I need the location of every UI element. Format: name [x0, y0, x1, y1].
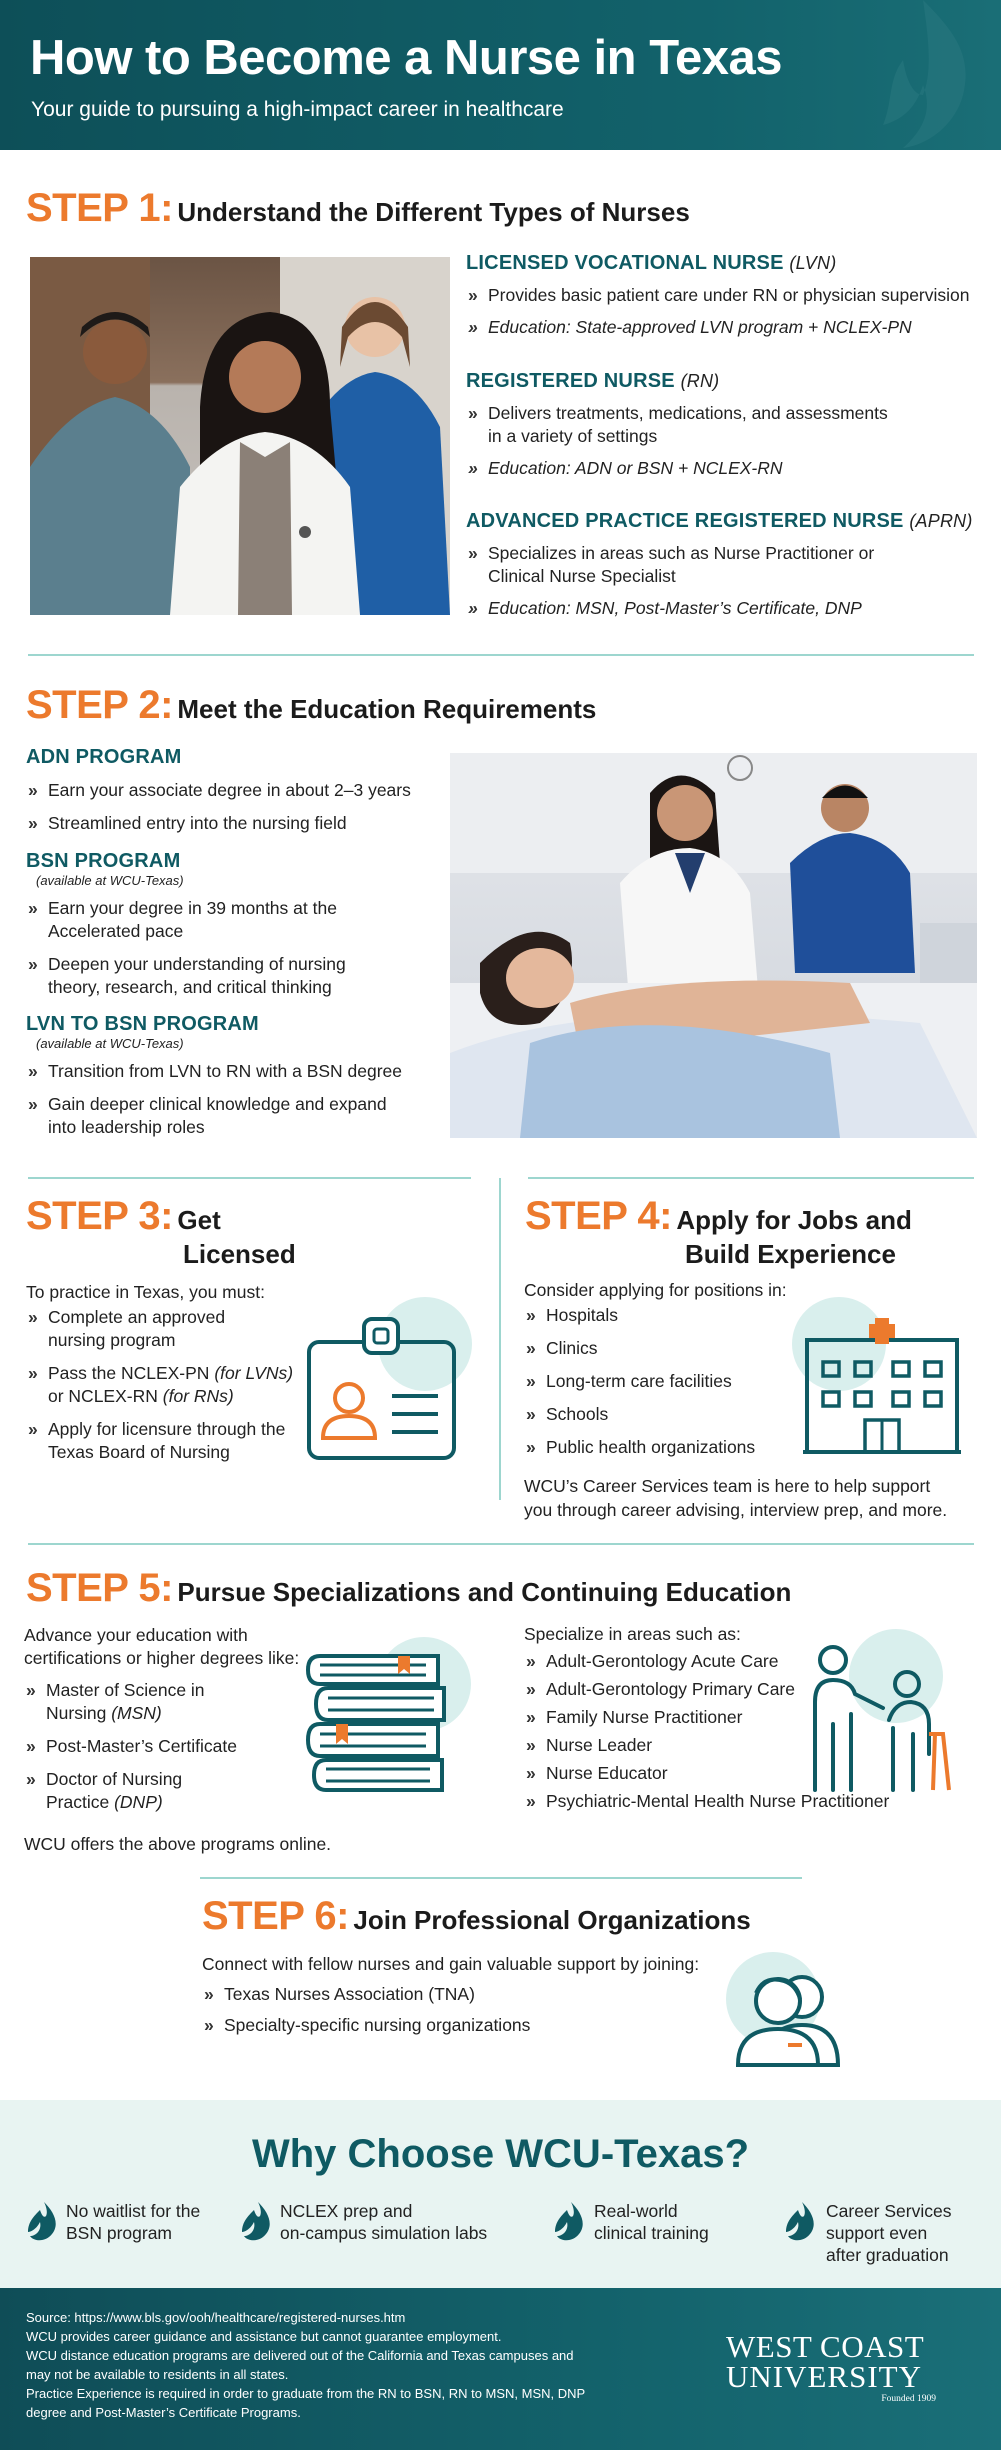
- spec-1: » Adult-Gerontology Acute Care: [524, 1650, 924, 1673]
- step6-body: [202, 1954, 762, 2037]
- hospital-building-icon: [803, 1318, 961, 1456]
- step1-heading: [26, 186, 690, 231]
- disclaimer-line-4: Practice Experience is required in order to graduate from the RN to BSN, RN to MSN, MSN, DNP: [26, 2386, 586, 2401]
- license-card-icon: [306, 1316, 462, 1462]
- step4-item-4: » Schools: [524, 1403, 994, 1426]
- step5-left: [24, 1624, 344, 1855]
- spec-2: » Adult-Gerontology Primary Care: [524, 1678, 924, 1701]
- logo-founded: Founded 1909: [881, 2394, 936, 2404]
- step6-heading: [202, 1894, 751, 1939]
- reason-3: Real-world clinical training: [594, 2201, 709, 2243]
- step4-title-1: Apply for Jobs and: [676, 1205, 912, 1235]
- step6-intro: Connect with fellow nurses and gain valuable support by joining:: [202, 1954, 700, 1974]
- lvn-duty: » Provides basic patient care under RN or physician supervision: [466, 284, 986, 307]
- step3-b1: » Complete an approved nursing program: [26, 1306, 326, 1352]
- divider-1: [28, 654, 974, 656]
- step4-item-5: » Public health organizations: [524, 1436, 994, 1459]
- step5-title: Pursue Specializations and Continuing Education: [177, 1577, 792, 1607]
- why-title: Why Choose WCU-Texas?: [251, 2132, 750, 2176]
- degree-dnp: » Doctor of Nursing Practice (DNP): [24, 1768, 344, 1814]
- reason-1: No waitlist for the BSN program: [66, 2201, 201, 2243]
- aprn-duty: » Specializes in areas such as Nurse Practitioner or Clinical Nurse Specialist: [466, 542, 996, 588]
- patient-care-photo: [450, 753, 977, 1138]
- step5-label: STEP 5:: [26, 1566, 173, 1610]
- header-banner: [0, 0, 1001, 150]
- reason-2: NCLEX prep and on-campus simulation labs: [280, 2201, 488, 2243]
- step6-label: STEP 6:: [202, 1894, 349, 1938]
- step4-label: STEP 4:: [525, 1194, 672, 1238]
- footer: [0, 2288, 1001, 2450]
- lvn-education: » Education: State-approved LVN program + NCLEX-PN: [466, 316, 986, 339]
- step4-intro: Consider applying for positions in:: [524, 1280, 787, 1300]
- lvnbsn-b1: » Transition from LVN to RN with a BSN degree: [26, 1060, 456, 1083]
- page-title: How to Become a Nurse in Texas: [30, 31, 782, 85]
- disclaimer-line-5: degree and Post-Master’s Certificate Programs.: [26, 2405, 301, 2420]
- step3-title-1: Get: [177, 1205, 221, 1235]
- org-2: » Specialty-specific nursing organizations: [202, 2014, 762, 2037]
- page-subtitle: Your guide to pursuing a high-impact career in healthcare: [31, 98, 564, 121]
- wcu-logo: [726, 2329, 976, 2404]
- spec-6: » Psychiatric-Mental Health Nurse Practitioner: [524, 1790, 924, 1813]
- spec-3: » Family Nurse Practitioner: [524, 1706, 924, 1729]
- org-1: » Texas Nurses Association (TNA): [202, 1983, 762, 2006]
- divider-2b: [528, 1177, 974, 1179]
- step1-title: Understand the Different Types of Nurses: [177, 197, 690, 227]
- flame-logo-icon: [863, 0, 983, 150]
- vertical-divider: [499, 1178, 501, 1500]
- lvn-name: LICENSED VOCATIONAL NURSE: [466, 252, 784, 274]
- aprn-name: ADVANCED PRACTICE REGISTERED NURSE: [466, 510, 904, 532]
- rn-abbr: (RN): [680, 371, 720, 391]
- adn-name: ADN PROGRAM: [26, 746, 182, 768]
- reason-4: Career Services support even after graduation: [826, 2201, 952, 2265]
- divider-4: [200, 1877, 802, 1879]
- rn-block: [466, 370, 986, 480]
- degree-msn: » Master of Science in Nursing (MSN): [24, 1679, 344, 1725]
- aprn-block: [466, 510, 996, 620]
- step3-label: STEP 3:: [26, 1194, 173, 1238]
- lvnbsn-b2: » Gain deeper clinical knowledge and expand into leadership roles: [26, 1093, 456, 1139]
- logo-line-2: UNIVERSITY: [726, 2359, 922, 2394]
- bsn-b1: » Earn your degree in 39 months at the Accelerated pace: [26, 897, 456, 943]
- step2-title: Meet the Education Requirements: [177, 694, 597, 724]
- lvn-abbr: (LVN): [789, 253, 837, 273]
- bsn-b2: » Deepen your understanding of nursing theory, research, and critical thinking: [26, 953, 456, 999]
- step3-heading: [26, 1194, 326, 1239]
- step1-label: STEP 1:: [26, 186, 173, 230]
- step3-b3: » Apply for licensure through the Texas Board of Nursing: [26, 1418, 326, 1464]
- bsn-note: (available at WCU-Texas): [36, 873, 184, 888]
- caregiver-icon: [803, 1644, 953, 1792]
- source-line: Source: https://www.bls.gov/ooh/healthcare/registered-nurses.htm: [26, 2310, 406, 2325]
- divider-3: [28, 1543, 974, 1545]
- step4-item-1: » Hospitals: [524, 1304, 994, 1327]
- divider-2a: [28, 1177, 471, 1179]
- step4-heading: [525, 1194, 995, 1239]
- adn-b2: » Streamlined entry into the nursing field: [26, 812, 456, 835]
- step3-intro: To practice in Texas, you must:: [26, 1282, 265, 1302]
- bsn-name: BSN PROGRAM: [26, 850, 181, 872]
- spec-4: » Nurse Leader: [524, 1734, 924, 1757]
- step5-heading: [26, 1566, 791, 1611]
- step2-heading: [26, 683, 596, 728]
- step2-label: STEP 2:: [26, 683, 173, 727]
- lvn-block: [466, 252, 986, 339]
- lvnbsn-note: (available at WCU-Texas): [36, 1036, 184, 1051]
- rn-name: REGISTERED NURSE: [466, 370, 675, 392]
- spec-5: » Nurse Educator: [524, 1762, 924, 1785]
- flame-bullet-icon-3: [553, 2202, 585, 2242]
- adn-b1: » Earn your associate degree in about 2–3 years: [26, 779, 456, 802]
- disclaimer-line-3: may not be available to residents in all states.: [26, 2367, 289, 2382]
- step4-item-3: » Long-term care facilities: [524, 1370, 994, 1393]
- professionals-icon: [734, 1963, 846, 2069]
- lvnbsn-name: LVN TO BSN PROGRAM: [26, 1013, 259, 1035]
- bsn-block: [26, 850, 456, 999]
- flame-bullet-icon-2: [240, 2202, 272, 2242]
- step4-note: WCU’s Career Services team is here to help support you through career advising, interview prep, and more.: [524, 1476, 948, 1520]
- aprn-education: » Education: MSN, Post-Master’s Certificate, DNP: [466, 597, 996, 620]
- flame-bullet-icon-1: [26, 2202, 58, 2242]
- step3-b2: » Pass the NCLEX-PN (for LVNs) or NCLEX-RN (for RNs): [26, 1362, 326, 1408]
- step5-intro: Advance your education with certifications or higher degrees like:: [24, 1625, 300, 1668]
- lvnbsn-block: [26, 1013, 456, 1139]
- step4-item-2: » Clinics: [524, 1337, 994, 1360]
- disclaimer-line-2: WCU distance education programs are delivered out of the California and Texas campuses and: [26, 2348, 574, 2363]
- degree-post-masters: » Post-Master’s Certificate: [24, 1735, 344, 1758]
- aprn-abbr: (APRN): [909, 511, 973, 531]
- why-panel: [0, 2100, 1001, 2288]
- step4-title-2: Build Experience: [685, 1239, 896, 1269]
- footer-disclaimer: [26, 2308, 646, 2422]
- books-stack-icon: [306, 1652, 446, 1794]
- online-note: WCU offers the above programs online.: [24, 1834, 332, 1854]
- rn-education: » Education: ADN or BSN + NCLEX-RN: [466, 457, 986, 480]
- flame-bullet-icon-4: [784, 2202, 816, 2242]
- nurses-photo: [30, 257, 450, 615]
- step3-body: [26, 1282, 326, 1464]
- logo-line-1: WEST COAST: [726, 2329, 925, 2364]
- adn-block: [26, 746, 456, 835]
- spec-intro: Specialize in areas such as:: [524, 1624, 741, 1644]
- disclaimer-line-1: WCU provides career guidance and assistance but cannot guarantee employment.: [26, 2329, 502, 2344]
- step3-title-2: Licensed: [183, 1239, 296, 1269]
- step6-title: Join Professional Organizations: [353, 1905, 751, 1935]
- rn-duty: » Delivers treatments, medications, and assessments in a variety of settings: [466, 402, 986, 448]
